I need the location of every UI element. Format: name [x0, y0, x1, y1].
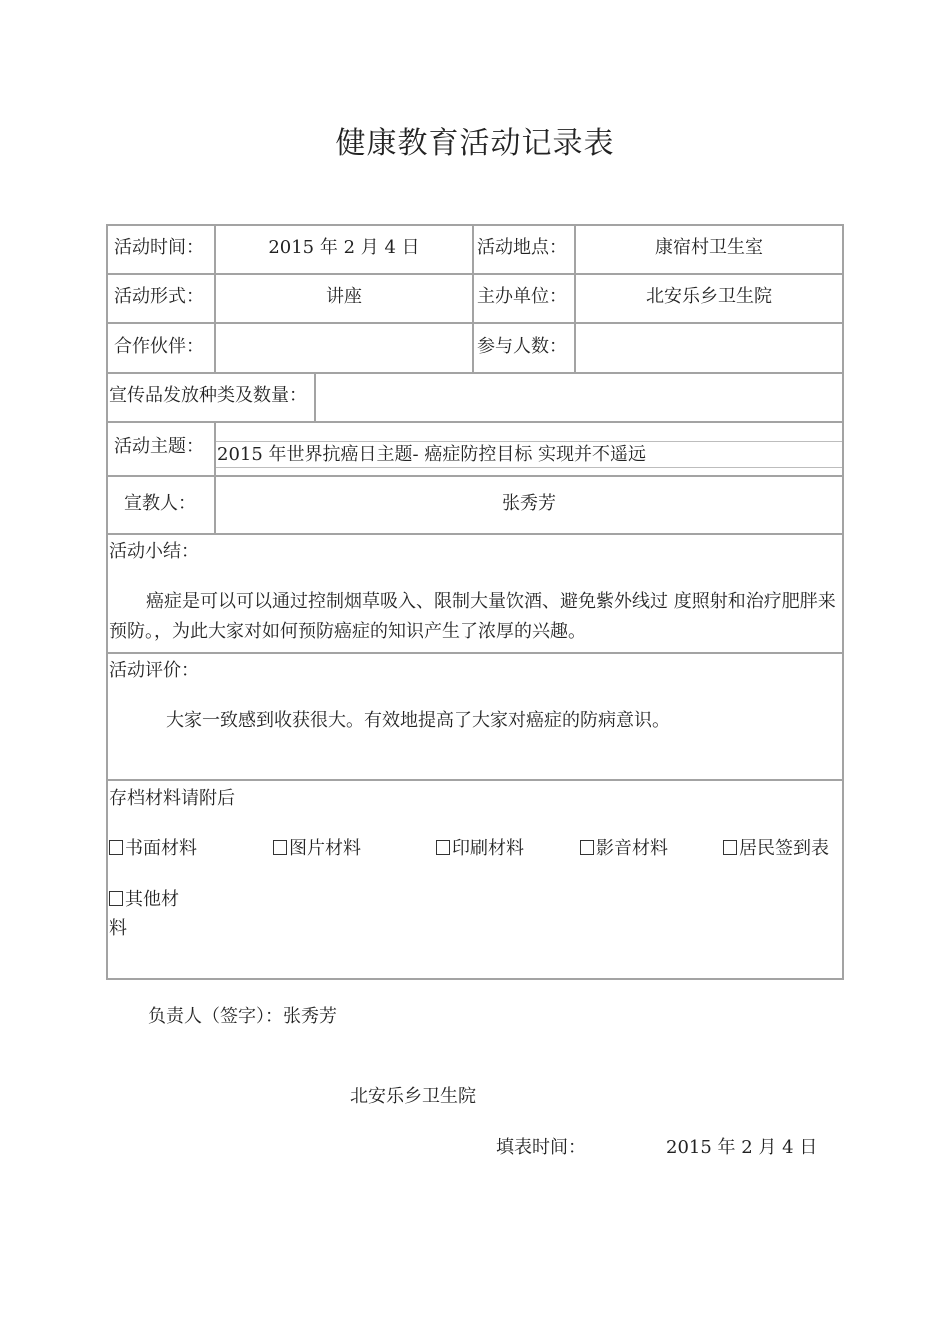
checkbox-icon[interactable]: [109, 840, 123, 855]
row-divider: [106, 652, 844, 654]
archive-option-signin-sheet[interactable]: 居民签到表: [723, 838, 829, 860]
organizer-label: 主办单位：: [477, 286, 567, 307]
partner-label: 合作伙伴：: [114, 336, 204, 357]
archive-option-audiovisual[interactable]: 影音材料: [580, 838, 668, 860]
archive-option-printed[interactable]: 印刷材料: [436, 838, 524, 860]
fill-date-label: 填表时间：: [496, 1137, 586, 1158]
archive-option-written[interactable]: 书面材料: [109, 838, 197, 860]
checkbox-icon[interactable]: [436, 840, 450, 855]
summary-label: 活动小结：: [109, 541, 199, 562]
activity-time-label: 活动时间：: [114, 237, 204, 258]
evaluation-text: 大家一致感到收获很大。有效地提高了大家对癌症的防病意识。: [166, 710, 670, 731]
speaker-label: 宣教人：: [124, 493, 196, 514]
summary-text: 癌症是可以可以通过控制烟草吸入、限制大量饮酒、避免紫外线过 度照射和治疗肥胖来预防。，为此大家对如何预防癌症的知识产生了浓厚的兴趣。: [109, 591, 836, 642]
theme-value: 2015 年世界抗癌日主题- 癌症防控目标 实现并不遥远: [217, 444, 647, 465]
theme-box-line: [216, 467, 842, 468]
organizer-value: 北安乐乡卫生院: [646, 286, 772, 307]
checkbox-icon[interactable]: [723, 840, 737, 855]
materials-label: 宣传品发放种类及数量：: [109, 385, 307, 406]
checkbox-icon[interactable]: [273, 840, 287, 855]
page-title: 健康教育活动记录表: [335, 126, 615, 161]
row-divider: [106, 372, 844, 374]
row-divider: [106, 533, 844, 535]
archive-option-other-continued: 料: [109, 918, 127, 939]
activity-form-value: 讲座: [326, 286, 362, 307]
row-divider: [106, 322, 844, 324]
speaker-value: 张秀芳: [502, 493, 556, 514]
checkbox-icon[interactable]: [580, 840, 594, 855]
evaluation-label: 活动评价：: [109, 660, 199, 681]
footer-organization: 北安乐乡卫生院: [350, 1086, 476, 1107]
activity-time-value: 2015 年 2 月 4 日: [268, 237, 420, 258]
theme-label: 活动主题：: [114, 436, 204, 457]
archive-label: 存档材料请附后: [109, 788, 235, 809]
col-divider: [472, 224, 474, 374]
row-divider: [106, 779, 844, 781]
activity-place-value: 康宿村卫生室: [655, 237, 763, 258]
fill-date-value: 2015 年 2 月 4 日: [666, 1137, 818, 1158]
col-divider: [214, 421, 216, 535]
col-divider: [314, 372, 316, 423]
activity-form-label: 活动形式：: [114, 286, 204, 307]
row-divider: [106, 421, 844, 423]
row-divider: [106, 475, 844, 477]
archive-option-other[interactable]: 其他材: [109, 889, 179, 911]
theme-box-line: [216, 441, 842, 442]
signer-line: 负责人（签字）：张秀芳: [148, 1006, 337, 1027]
row-divider: [106, 273, 844, 275]
checkbox-icon[interactable]: [109, 891, 123, 906]
archive-option-pictures[interactable]: 图片材料: [273, 838, 361, 860]
participant-count-label: 参与人数：: [477, 336, 567, 357]
activity-place-label: 活动地点：: [477, 237, 567, 258]
